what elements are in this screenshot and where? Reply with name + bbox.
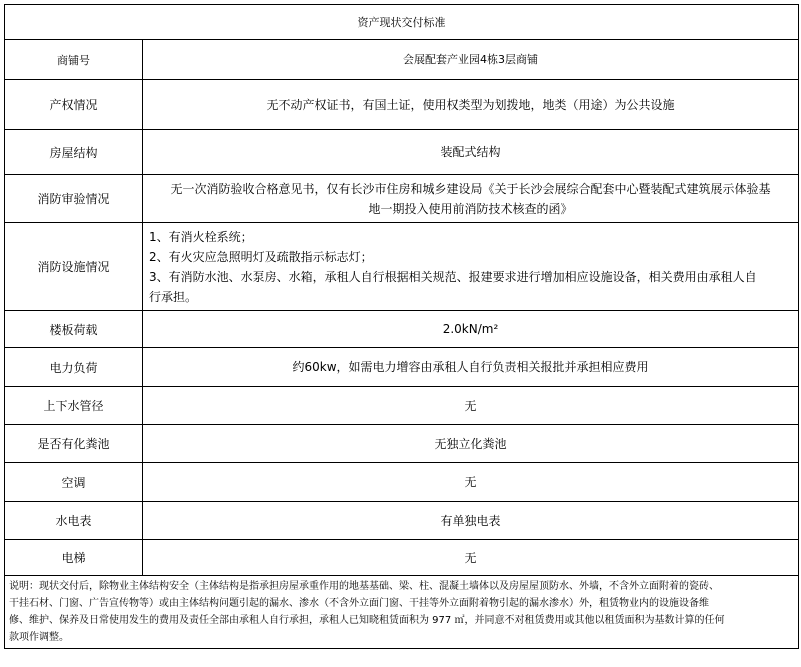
row-value — [143, 175, 799, 223]
row-label: 上下水管径 — [5, 387, 143, 425]
footnote-line: 款项作调整。 — [9, 632, 69, 643]
row-label: 产权情况 — [5, 80, 143, 130]
footnote-line: 干挂石材、门窗、广告宣传物等）或由主体结构问题引起的漏水、渗水（不含外立面门窗、干挂等外立面附着物引起的漏水渗水）外，租赁物业内的设施设备维 — [9, 598, 709, 609]
row-value: 无独立化粪池 — [143, 425, 799, 463]
table-title: 资产现状交付标准 — [5, 5, 799, 40]
row-label: 房屋结构 — [5, 130, 143, 175]
table-row — [5, 425, 799, 463]
table-row — [5, 223, 799, 311]
row-label: 商铺号 — [5, 40, 143, 80]
table-row — [5, 540, 799, 576]
asset-delivery-standard-table — [4, 4, 799, 649]
table-row — [5, 348, 799, 387]
row-label: 电梯 — [5, 540, 143, 576]
text-line: 3、有消防水池、水泵房、水箱，承租人自行根据相关规范、报建要求进行增加相应设施设备，相关费用由承租人自 — [149, 269, 757, 284]
table-row — [5, 80, 799, 130]
table-row — [5, 387, 799, 425]
table-row — [5, 311, 799, 348]
text-line: 2、有火灾应急照明灯及疏散指示标志灯； — [149, 249, 373, 264]
table-row — [5, 130, 799, 175]
table-row — [5, 502, 799, 540]
table-row — [5, 40, 799, 80]
row-label: 空调 — [5, 463, 143, 502]
row-label: 楼板荷载 — [5, 311, 143, 348]
row-value: 无 — [143, 387, 799, 425]
row-value: 会展配套产业园4栋3层商铺 — [143, 40, 799, 80]
footnote — [5, 576, 799, 649]
table-row — [5, 175, 799, 223]
table-row — [5, 576, 799, 649]
text-line: 行承担。 — [149, 289, 198, 304]
row-value: 装配式结构 — [143, 130, 799, 175]
row-label: 水电表 — [5, 502, 143, 540]
row-value: 有单独电表 — [143, 502, 799, 540]
text-line: 地一期投入使用前消防技术核查的函》 — [368, 201, 573, 216]
row-value: 无 — [143, 540, 799, 576]
text-line: 无一次消防验收合格意见书，仅有长沙市住房和城乡建设局《关于长沙会展综合配套中心暨装配式建筑展示体验基 — [170, 181, 771, 196]
row-label: 是否有化粪池 — [5, 425, 143, 463]
row-value: 无 — [143, 463, 799, 502]
row-label: 消防设施情况 — [5, 223, 143, 311]
row-value — [143, 223, 799, 311]
table-row — [5, 463, 799, 502]
text-line: 1、有消火栓系统； — [149, 229, 253, 244]
row-value: 约60kw，如需电力增容由承租人自行负责相关报批并承担相应费用 — [143, 348, 799, 387]
footnote-line: 说明：现状交付后，除物业主体结构安全（主体结构是指承担房屋承重作用的地基基础、梁、柱、混凝土墙体以及房屋屋顶防水、外墙，不含外立面附着的瓷砖、 — [9, 581, 719, 592]
row-value: 2.0kN/m² — [143, 311, 799, 348]
row-label: 电力负荷 — [5, 348, 143, 387]
row-label: 消防审验情况 — [5, 175, 143, 223]
footnote-line: 修、维护、保养及日常使用发生的费用及责任全部由承租人自行承担，承租人已知晓租赁面积为 977 ㎡，并同意不对租赁费用或其他以租赁面积为基数计算的任何 — [9, 615, 725, 626]
row-value: 无不动产权证书，有国土证，使用权类型为划拨地，地类（用途）为公共设施 — [143, 80, 799, 130]
